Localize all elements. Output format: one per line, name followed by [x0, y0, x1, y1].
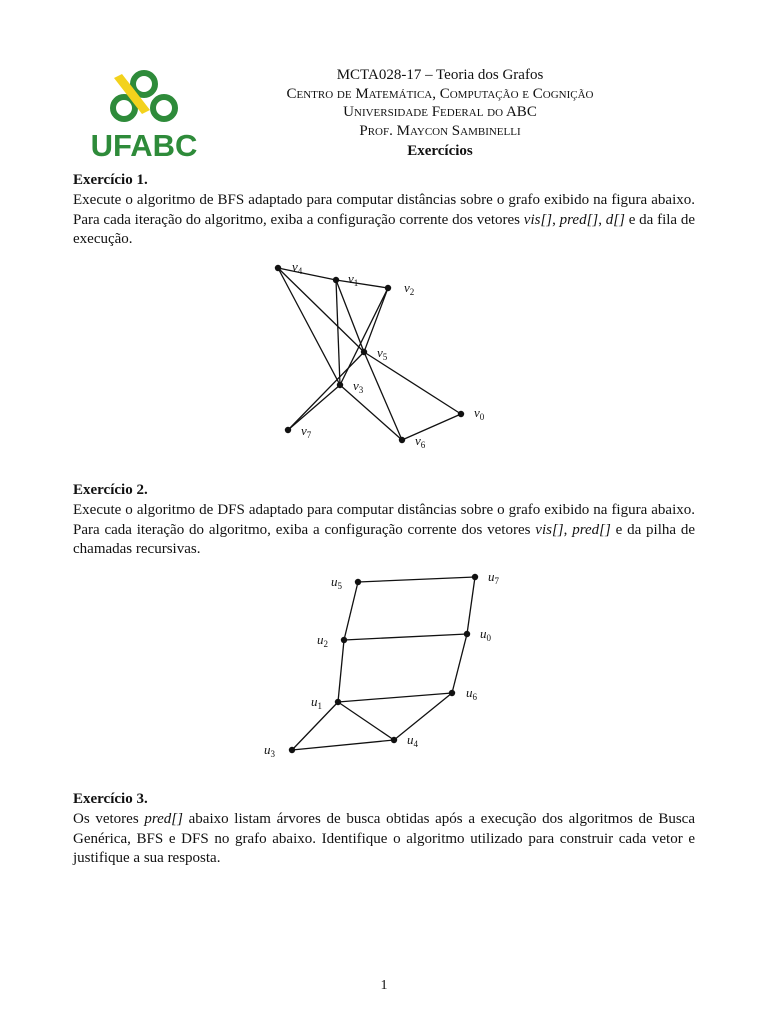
course-title: MCTA028-17 – Teoria dos Grafos: [336, 67, 544, 83]
edge-u1-u4: [338, 702, 394, 740]
edge-u4-u6: [394, 693, 452, 740]
edge-v5-v0: [364, 352, 461, 414]
vertex-label-u7: $u_7$: [488, 569, 499, 586]
vertex-v1: [333, 277, 339, 283]
vertex-u6: [449, 690, 455, 696]
edge-v4-v1: [278, 268, 336, 280]
document-header: [225, 66, 655, 161]
vertex-label-v4: $v_4$: [292, 259, 303, 276]
professor-name: Prof. Maycon Sambinelli: [359, 122, 521, 139]
vertex-label-u4: $u_4$: [407, 732, 418, 749]
exercise-3-title: Exercício 3.: [73, 791, 148, 807]
graph-1: [0, 250, 768, 460]
var-pred: pred[]: [572, 521, 611, 538]
vertex-v2: [385, 285, 391, 291]
edge-v2-v3: [340, 288, 388, 385]
exercise-2-text: Execute o algoritmo de DFS adaptado para computar distâncias sobre o grafo exibido na figura abaixo. Para cada iteração do algoritmo, exiba a configuração corrente dos vetores vis[], pred[] e da pilha de chamadas recursivas.: [73, 502, 696, 557]
exercise-1-title: Exercício 1.: [73, 172, 148, 188]
edge-v4-v3: [278, 268, 340, 385]
vertex-label-v1: $v_1$: [348, 271, 359, 288]
vertex-u2: [341, 637, 347, 643]
vertex-label-v3: $v_3$: [353, 378, 364, 395]
var-pred: pred[]: [559, 211, 599, 228]
vertex-u7: [472, 574, 478, 580]
var-vis: vis[]: [535, 521, 564, 538]
vertex-label-v7: $v_7$: [301, 423, 312, 440]
vertex-label-u1: $u_1$: [311, 694, 322, 711]
exercise-3-text: Os vetores pred[] abaixo listam árvores de busca obtidas após a execução dos algoritmos de Busca Genérica, BFS e DFS no grafo abaixo. Identifique o algoritmo utilizado para construir cada vetor e justifique a sua resposta.: [73, 811, 695, 866]
vertex-u3: [289, 747, 295, 753]
vertex-label-u5: $u_5$: [331, 574, 342, 591]
edge-u5-u7: [358, 577, 475, 582]
edge-v3-v6: [340, 385, 402, 440]
vertex-v5: [361, 349, 367, 355]
edge-u7-u0: [467, 577, 475, 634]
center-name: Centro de Matemática, Computação e Cognição: [286, 85, 594, 102]
vertex-label-u3: $u_3$: [264, 742, 275, 759]
edge-u1-u3: [292, 702, 338, 750]
vertex-label-v5: $v_5$: [377, 345, 388, 362]
edge-u3-u4: [292, 740, 394, 750]
vertex-u1: [335, 699, 341, 705]
edge-u1-u6: [338, 693, 452, 702]
vertex-label-u2: $u_2$: [317, 632, 328, 649]
edge-v3-v7: [288, 385, 340, 430]
document-title: Exercícios: [407, 143, 473, 159]
edge-u5-u2: [344, 582, 358, 640]
vertex-label-v6: $v_6$: [415, 433, 426, 450]
edge-v5-v6: [364, 352, 402, 440]
edge-u2-u0: [344, 634, 467, 640]
vertex-v7: [285, 427, 291, 433]
vertex-u4: [391, 737, 397, 743]
vertex-label-u0: $u_0$: [480, 626, 491, 643]
edge-v2-v5: [364, 288, 388, 352]
graph-2: [0, 560, 768, 770]
vertex-label-v2: $v_2$: [404, 280, 415, 297]
exercise-2-title: Exercício 2.: [73, 482, 148, 498]
edge-v1-v5: [336, 280, 364, 352]
edge-v1-v2: [336, 280, 388, 288]
var-vis: vis[]: [523, 211, 553, 228]
edge-u2-u1: [338, 640, 344, 702]
ufabc-logo: [88, 64, 200, 164]
vertex-u5: [355, 579, 361, 585]
university-name: Universidade Federal do ABC: [343, 104, 537, 120]
var-pred: pred[]: [144, 811, 183, 827]
page-number: 1: [380, 978, 388, 993]
vertex-v6: [399, 437, 405, 443]
logo-text: UFABC: [90, 128, 198, 163]
vertex-v4: [275, 265, 281, 271]
var-d: d[]: [605, 211, 625, 228]
vertex-u0: [464, 631, 470, 637]
vertex-label-u6: $u_6$: [466, 685, 477, 702]
exercise-1-text: Execute o algoritmo de BFS adaptado para computar distâncias sobre o grafo exibido na figura abaixo. Para cada iteração do algoritmo, exiba a configuração corrente dos vetores vis[], pred[], d[] e da fila de execução.: [73, 192, 696, 247]
edge-u0-u6: [452, 634, 467, 693]
vertex-v3: [337, 382, 343, 388]
edge-v1-v3: [336, 280, 340, 385]
edge-v0-v6: [402, 414, 461, 440]
vertex-label-v0: $v_0$: [474, 405, 485, 422]
vertex-v0: [458, 411, 464, 417]
